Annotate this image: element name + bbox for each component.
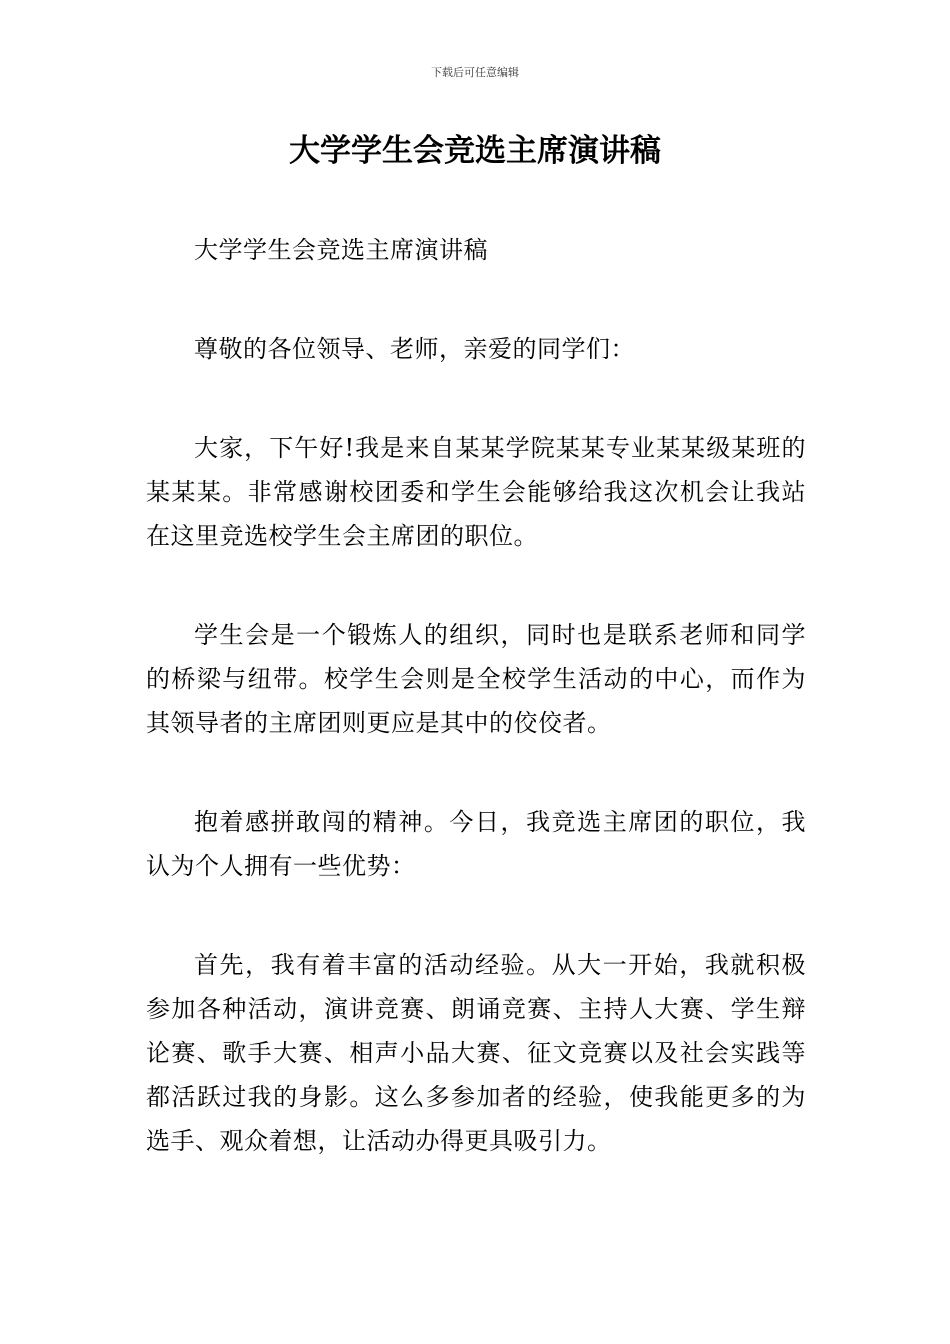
document-title: 大学学生会竞选主席演讲稿 [289,133,661,169]
document-body [146,228,806,1218]
paragraph-greeting: 尊敬的各位领导、老师，亲爱的同学们： [194,335,635,363]
paragraph-student-union: 学生会是一个锻炼人的组织，同时也是联系老师和同学的桥梁与纽带。校学生会则是全校学生活动的中心，而作为其领导者的主席团则更应是其中的佼佼者。 [146,621,806,737]
paragraph-experience: 首先，我有着丰富的活动经验。从大一开始，我就积极参加各种活动，演讲竞赛、朗诵竞赛、主持人大赛、学生辩论赛、歌手大赛、相声小品大赛、征文竞赛以及社会实践等都活跃过我的身影。这么多参加者的经验，使我能更多的为选手、观众着想，让活动办得更具吸引力。 [146,951,806,1155]
header-note: 下载后可任意编辑 [431,66,519,79]
paragraph-subtitle: 大学学生会竞选主席演讲稿 [194,236,488,264]
paragraph-introduction: 大家，下午好!我是来自某某学院某某专业某某级某班的某某某。非常感谢校团委和学生会能够给我这次机会让我站在这里竞选校学生会主席团的职位。 [146,434,806,550]
paragraph-advantages: 抱着感拼敢闯的精神。今日，我竞选主席团的职位，我认为个人拥有一些优势： [146,808,806,880]
